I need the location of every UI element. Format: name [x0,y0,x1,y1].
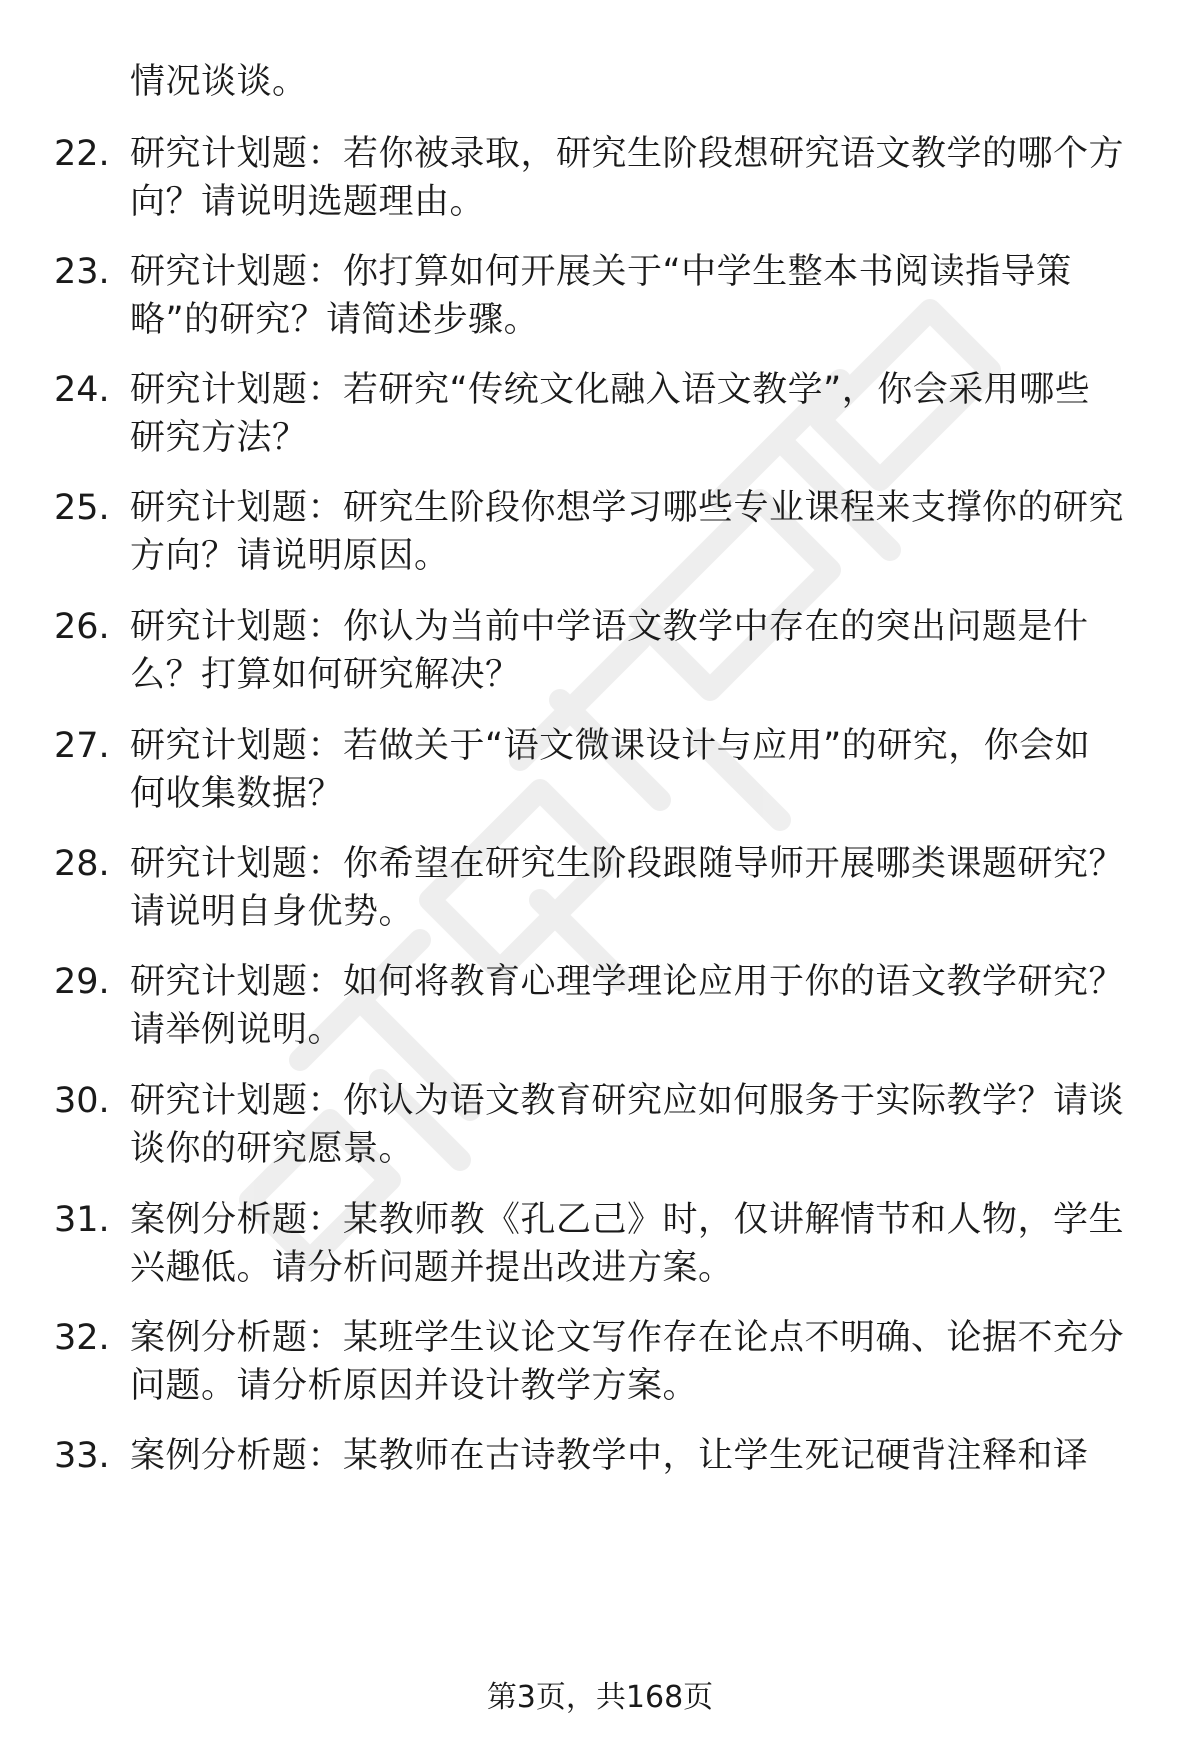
question-line: 研究计划题：如何将教育心理学理论应用于你的语文教学研究？ [130,962,1125,1002]
continuation-text: 情况谈谈。 [130,62,308,102]
question-number: 25. [54,488,110,528]
question-line: 兴趣低。请分析问题并提出改进方案。 [130,1248,734,1288]
question-line: 谈你的研究愿景。 [130,1129,415,1169]
question-line: 请说明自身优势。 [130,892,415,932]
question-text [130,1196,1140,1292]
question-line: 向？请说明选题理由。 [130,182,486,222]
question-text [130,130,1140,226]
question-line: 么？打算如何研究解决？ [130,655,521,695]
question-text [130,1432,1140,1480]
question-line: 何收集数据？ [130,774,344,814]
question-number: 23. [54,252,110,292]
question-line: 研究计划题：你认为当前中学语文教学中存在的突出问题是什 [130,607,1089,647]
question-text [130,248,1140,344]
question-line: 研究计划题：你打算如何开展关于“中学生整本书阅读指导策 [130,252,1072,292]
question-number: 33. [54,1436,110,1476]
question-line: 略”的研究？请简述步骤。 [130,300,540,340]
question-text [130,840,1140,936]
question-line: 案例分析题：某班学生议论文写作存在论点不明确、论据不充分 [130,1318,1125,1358]
question-line: 问题。请分析原因并设计教学方案。 [130,1366,699,1406]
question-text [130,1314,1140,1410]
question-text [130,958,1140,1054]
question-line: 研究方法？ [130,418,308,458]
question-text [130,722,1140,818]
question-text [130,484,1140,580]
question-line: 研究计划题：若做关于“语文微课设计与应用”的研究，你会如 [130,726,1091,766]
question-line: 案例分析题：某教师教《孔乙己》时，仅讲解情节和人物，学生 [130,1200,1125,1240]
question-number: 28. [54,844,110,884]
question-line: 方向？请说明原因。 [130,536,450,576]
question-line: 案例分析题：某教师在古诗教学中，让学生死记硬背注释和译 [130,1436,1089,1476]
question-line: 请举例说明。 [130,1010,344,1050]
question-number: 29. [54,962,110,1002]
question-number: 26. [54,607,110,647]
page-footer: 第3页，共168页 [486,1680,714,1715]
question-number: 32. [54,1318,110,1358]
question-number: 27. [54,726,110,766]
question-text [130,366,1140,462]
question-number: 22. [54,134,110,174]
question-text [130,1077,1140,1173]
question-line: 研究计划题：你认为语文教育研究应如何服务于实际教学？请谈 [130,1081,1125,1121]
question-number: 30. [54,1081,110,1121]
question-line: 研究计划题：若研究“传统文化融入语文教学”，你会采用哪些 [130,370,1091,410]
question-number: 31. [54,1200,110,1240]
question-line: 研究计划题：若你被录取，研究生阶段想研究语文教学的哪个方 [130,134,1125,174]
question-number: 24. [54,370,110,410]
question-line: 研究计划题：研究生阶段你想学习哪些专业课程来支撑你的研究 [130,488,1125,528]
question-line: 研究计划题：你希望在研究生阶段跟随导师开展哪类课题研究？ [130,844,1125,884]
question-text [130,603,1140,699]
